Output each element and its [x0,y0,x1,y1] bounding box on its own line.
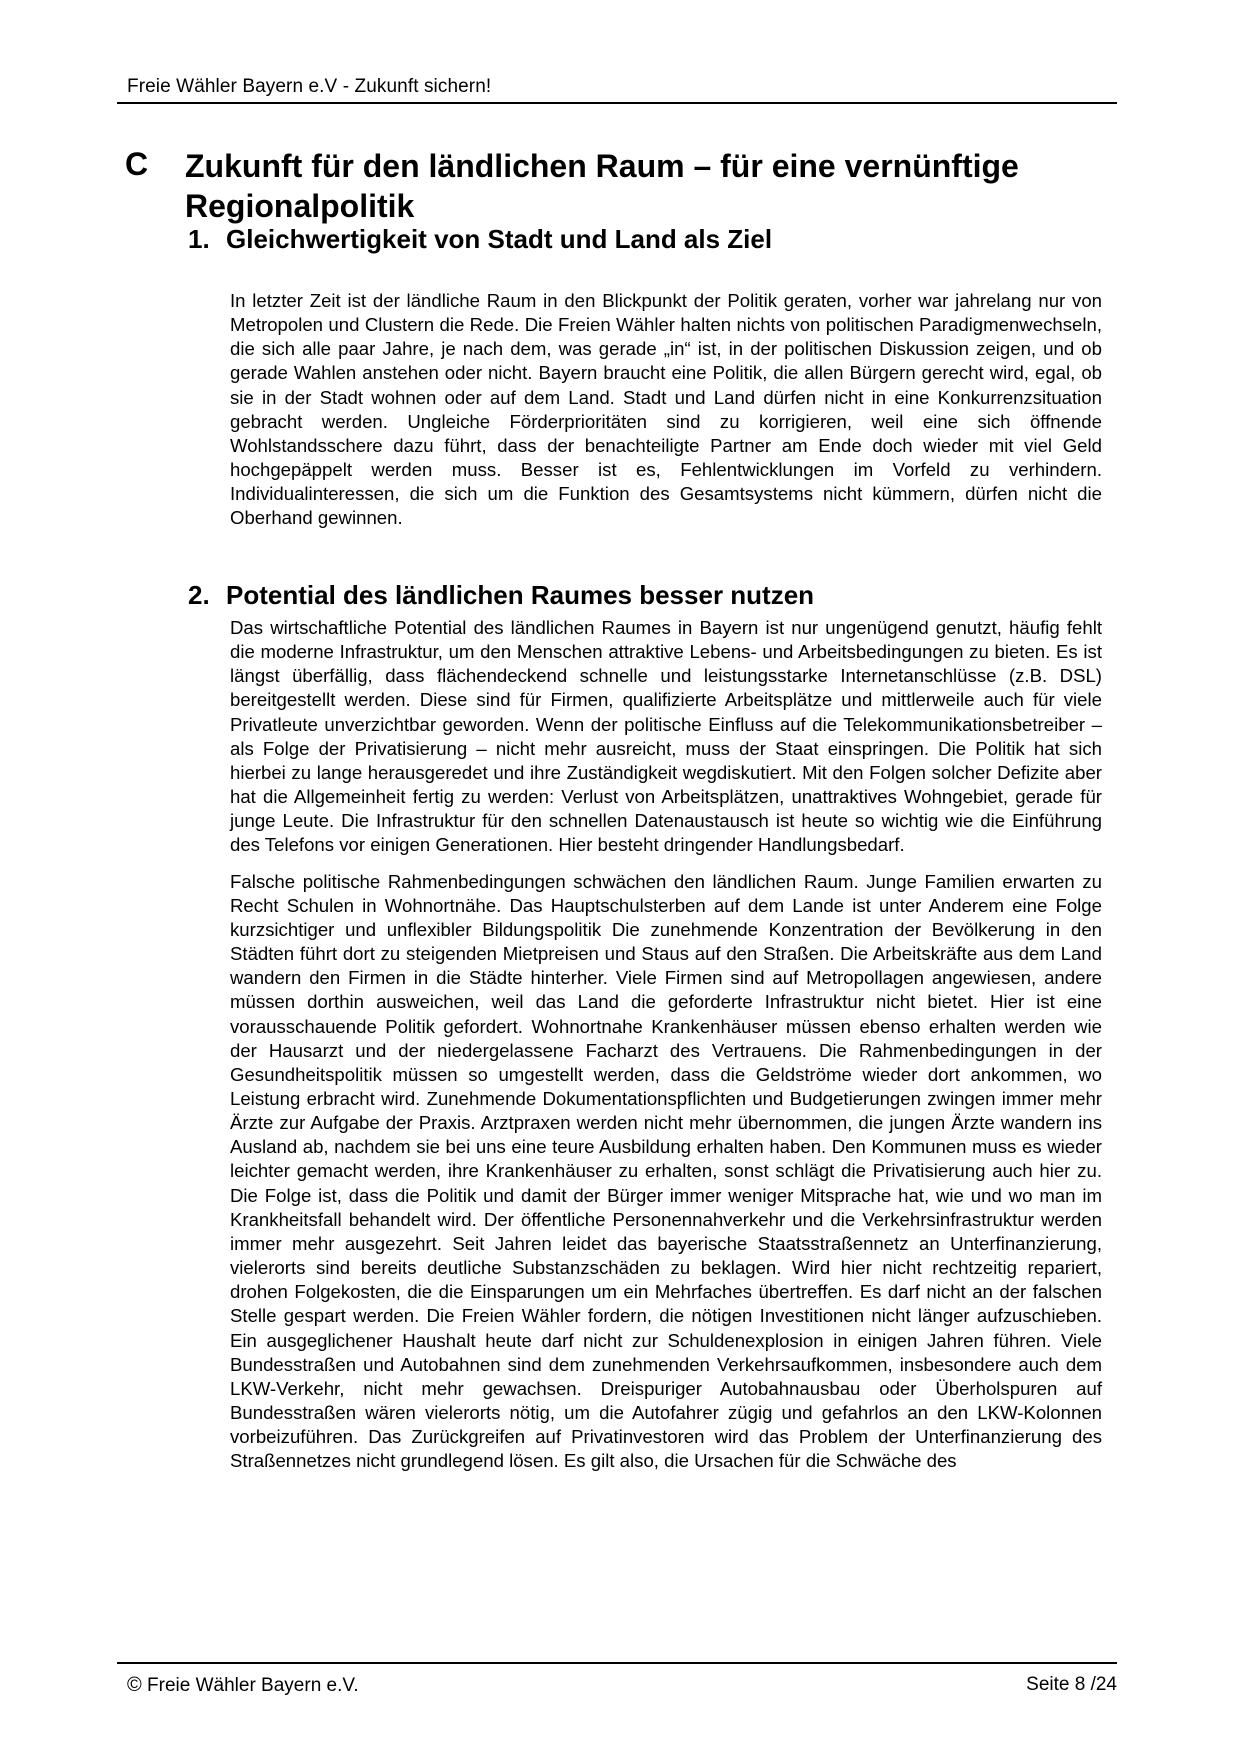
section-1-paragraph: In letzter Zeit ist der ländliche Raum in den Blickpunkt der Politik geraten, vorher war jahrelang nur von Metropolen und Clustern die Rede. Die Freien Wähler halten nichts von politischen Paradigmenwechseln, die sich alle paar Jahre, je nach dem, was gerade „in“ ist, in der politischen Diskussion zeigen, und ob gerade Wahlen anstehen oder nicht. Bayern braucht eine Politik, die allen Bürgern gerecht wird, egal, ob sie in der Stadt wohnen oder auf dem Land. Stadt und Land dürfen nicht in eine Konkurrenzsituation gebracht werden. Ungleiche Förderprioritäten sind zu korrigieren, weil eine sich öffnende Wohlstandsschere dazu führt, dass der benachteiligte Partner am Ende doch wieder mit viel Geld hochgepäppelt werden muss. Besser ist es, Fehlentwicklungen im Vorfeld zu verhindern. Individualinteressen, die sich um die Funktion des Gesamtsystems nicht kümmern, dürfen nicht die Oberhand gewinnen. [230,290,1102,529]
footer-org-name: Freie Wähler Bayern e.V. [147,1675,359,1696]
footer-copyright [127,1674,359,1697]
page-header [117,60,1117,104]
section-2-body [230,616,1102,1473]
copyright-symbol: © [127,1674,142,1696]
section-2-heading [188,580,814,611]
section-1-number: 1. [188,224,210,254]
section-2-paragraph-1: Das wirtschaftliche Potential des ländlichen Raumes in Bayern ist nur ungenügend genutzt, häufig fehlt die moderne Infrastruktur, um den Menschen attraktive Lebens- und Arbeitsbedingungen zu bieten. Es ist längst überfällig, dass flächendeckend schnelle und leistungsstarke Internetanschlüsse (z.B. DSL) bereitgestellt werden. Diese sind für Firmen, qualifizierte Arbeitsplätze und mittlerweile auch für viele Privatleute unverzichtbar geworden. Wenn der politische Einfluss auf die Telekommunikationsbetreiber – als Folge der Privatisierung – nicht mehr ausreicht, muss der Staat einspringen. Die Politik hat sich hierbei zu lange herausgeredet und ihre Zuständigkeit wegdiskutiert. Mit den Folgen solcher Defizite aber hat die Allgemeinheit fertig zu werden: Verlust von Arbeitsplätzen, unattraktives Wohngebiet, gerade für junge Leute. Die Infrastruktur für den schnellen Datenaustausch ist heute so wichtig wie die Einführung des Telefons vor einigen Generationen. Hier besteht dringender Handlungsbedarf. [230,617,1102,856]
page-number: Seite 8 /24 [1026,1674,1117,1695]
section-2-number: 2. [188,580,210,610]
header-title: Freie Wähler Bayern e.V - Zukunft sichern! [127,76,492,97]
section-2-title: Potential des ländlichen Raumes besser nutzen [226,580,815,610]
chapter-letter: C [125,146,149,182]
chapter-title: Zukunft für den ländlichen Raum – für eine vernünftige Regionalpolitik [185,148,1019,224]
section-2-paragraph-2: Falsche politische Rahmenbedingungen schwächen den ländlichen Raum. Junge Familien erwarten zu Recht Schulen in Wohnortnähe. Das Hauptschulsterben auf dem Lande ist unter Anderem eine Folge kurzsichtiger und unflexibler Bildungspolitik Die zunehmende Konzentration der Bevölkerung in den Städten führt dort zu steigenden Mietpreisen und Staus auf den Straßen. Die Arbeitskräfte aus dem Land wandern den Firmen in die Städte hinterher. Viele Firmen sind auf Metropollagen angewiesen, andere müssen dorthin ausweichen, weil das Land die geforderte Infrastruktur nicht bietet. Hier ist eine vorausschauende Politik gefordert. Wohnortnahe Krankenhäuser müssen ebenso erhalten werden wie der Hausarzt und der niedergelassene Facharzt des Vertrauens. Die Rahmenbedingungen in der Gesundheitspolitik müssen so umgestellt werden, dass die Geldströme wieder dort ankommen, wo Leistung erbracht wird. Zunehmende Dokumentationspflichten und Budgetierungen zwingen immer mehr Ärzte zur Aufgabe der Praxis. Arztpraxen werden nicht mehr übernommen, die jungen Ärzte wandern ins Ausland ab, nachdem sie bei uns eine teure Ausbildung erhalten haben. Den Kommunen muss es wieder leichter gemacht werden, ihre Krankenhäuser zu erhalten, sonst schlägt die Privatisierung auch hier zu. Die Folge ist, dass die Politik und damit der Bürger immer weniger Mitsprache hat, wie und wo man im Krankheitsfall behandelt wird. Der öffentliche Personennahverkehr und die Verkehrsinfrastruktur werden immer mehr ausgezehrt. Seit Jahren leidet das bayerische Staatsstraßennetz an Unterfinanzierung, vielerorts sind bereits deutliche Substanzschäden zu beklagen. Wird hier nicht rechtzeitig repariert, drohen Folgekosten, die die Einsparungen um ein Mehrfaches übertreffen. Es darf nicht an der falschen Stelle gespart werden. Die Freien Wähler fordern, die nötigen Investitionen nicht länger aufzuschieben. Ein ausgeglichener Haushalt heute darf nicht zur Schuldenexplosion in einigen Jahren führen. Viele Bundesstraßen und Autobahnen sind dem zunehmenden Verkehrsaufkommen, insbesondere auch dem LKW-Verkehr, nicht mehr gewachsen. Dreispuriger Autobahnausbau oder Überholspuren auf Bundesstraßen wären vielerorts nötig, um die Autofahrer zügig und gefahrlos an den LKW-Kolonnen vorbeizuführen. Das Zurückgreifen auf Privatinvestoren wird das Problem der Unterfinanzierung des Straßennetzes nicht grundlegend lösen. Es gilt also, die Ursachen für die Schwäche des [230,870,1102,1472]
section-1-title: Gleichwertigkeit von Stadt und Land als Ziel [226,224,773,254]
section-1-heading [188,224,772,255]
page-footer [117,1662,1117,1704]
section-1-body [230,289,1102,531]
